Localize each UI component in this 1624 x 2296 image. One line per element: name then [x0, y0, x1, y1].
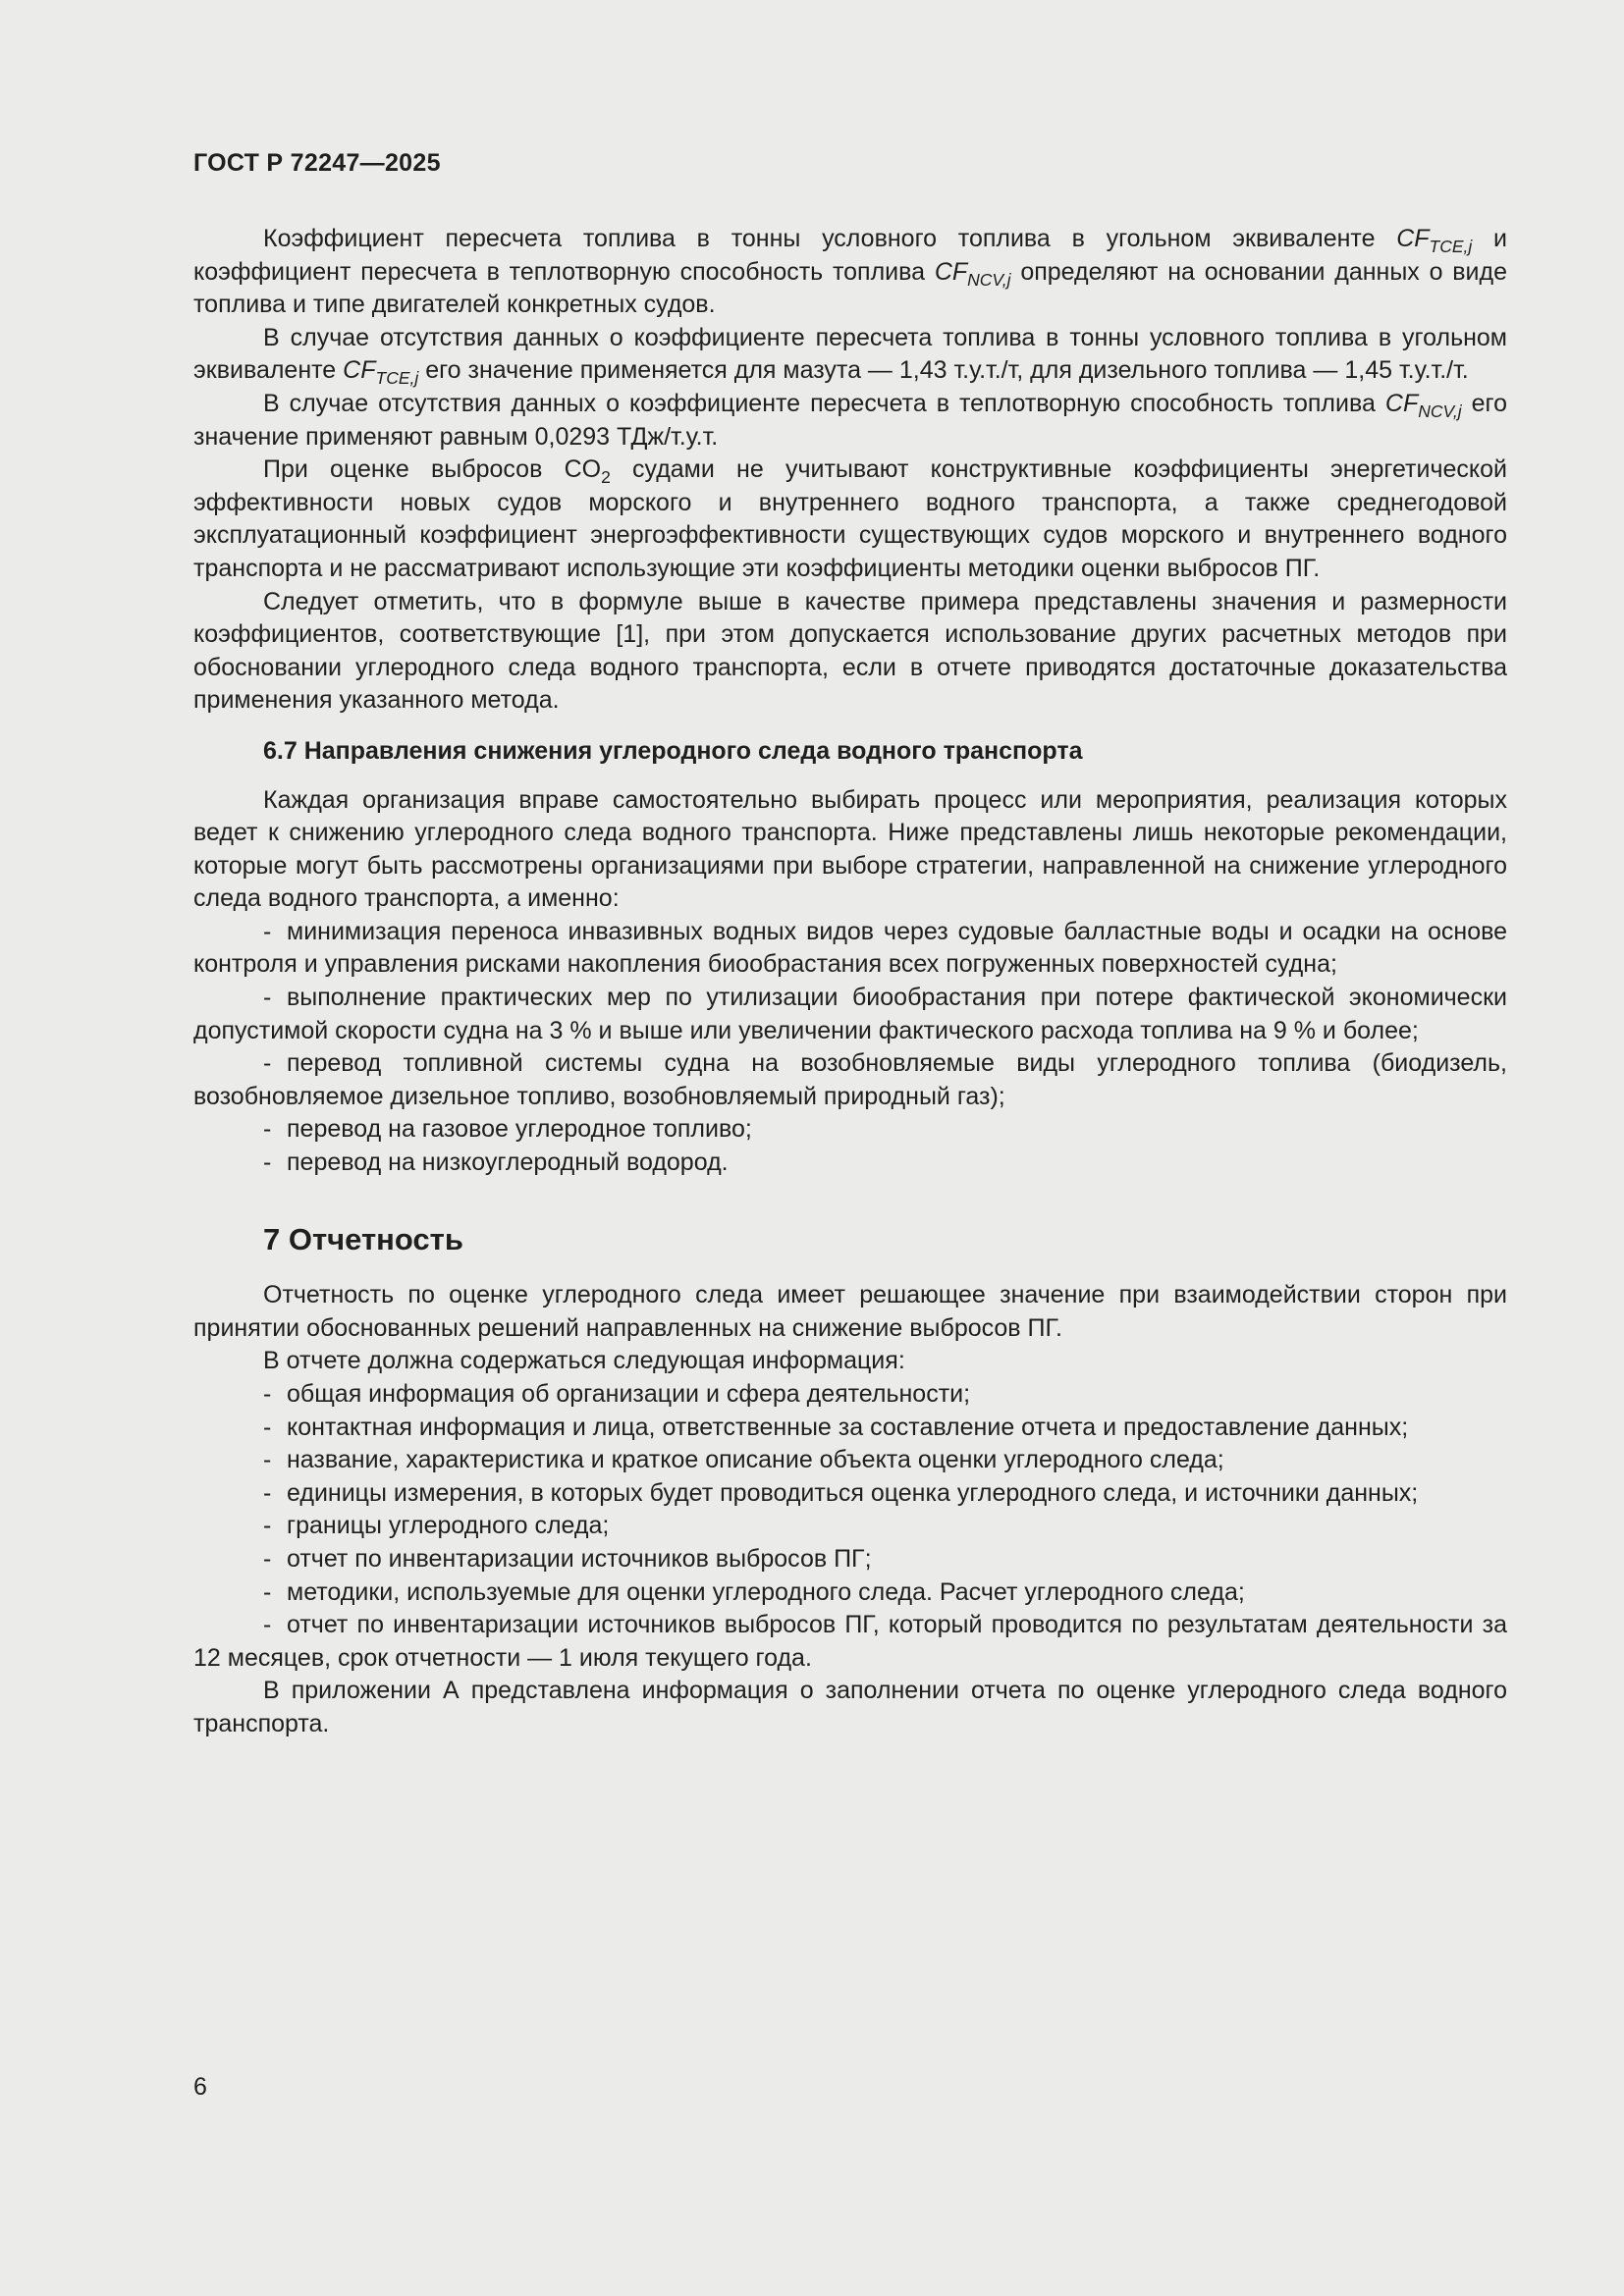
- list-item: - границы углеродного следа;: [263, 1512, 610, 1540]
- list-item: - единицы измерения, в которых будет проводиться оценка углеродного следа, и источники данных;: [263, 1478, 1419, 1507]
- list-item: - название, характеристика и краткое описание объекта оценки углеродного следа;: [263, 1446, 1224, 1474]
- variable-cf-tce: $CF_{TCE,j}$: [343, 356, 419, 389]
- list-item: - перевод топливной системы судна на возобновляемые виды углеродного топлива (биодизель, возобновляемое дизельное топливо, возобновляемый природный газ);: [193, 1049, 1507, 1110]
- paragraph-formula-note: Следует отметить, что в формуле выше в качестве примера представлены значения и размерности коэффициентов, соответствующие [1], при этом допускается использование других расчетных методов при обосновании углеродного следа водного транспорта, если в отчете приводятся достаточные доказательства применения указанного метода.: [193, 587, 1507, 715]
- paragraph-reporting-importance: Отчетность по оценке углеродного следа имеет решающее значение при взаимодействии сторон при принятии обоснованных решений направленных на снижение выбросов ПГ.: [193, 1281, 1507, 1342]
- list-item: - общая информация об организации и сфера деятельности;: [263, 1380, 971, 1408]
- paragraph-default-ncv: В случае отсутствия данных о коэффициенте пересчета в теплотворную способность топлива $CF_{NCV,j}$ его значение применяют равным 0,0293 ТДж/т.у.т.: [193, 389, 1508, 451]
- paragraph-conversion-coefficients: Коэффициент пересчета топлива в тонны условного топлива в угольном эквиваленте $CF_{TCE,j}$ и коэффициент пересчета в теплотворную способность топлива $CF_{NCV,j}$ определяют на основании данных о виде топлива и типе двигателей конкретных судов.: [193, 225, 1507, 319]
- variable-cf-ncv: $CF_{NCV,j}$: [934, 257, 1011, 290]
- document-header: ГОСТ Р 72247—2025: [193, 149, 441, 177]
- list-item: - отчет по инвентаризации источников выбросов ПГ, который проводится по результатам деятельности за 12 месяцев, срок отчетности — 1 июля текущего года.: [193, 1611, 1507, 1672]
- paragraph-default-tce: В случае отсутствия данных о коэффициенте пересчета топлива в тонны условного топлива в угольном эквиваленте $CF_{TCE,j}$ его значение применяется для мазута — 1,43 т.у.т./т, для дизельного топлива — 1,45 т.у.т./т.: [193, 323, 1507, 389]
- page-number: 6: [193, 2073, 207, 2101]
- list-item: - перевод на газовое углеродное топливо;: [263, 1115, 752, 1144]
- list-item: - отчет по инвентаризации источников выбросов ПГ;: [263, 1544, 872, 1573]
- section-heading-7: 7 Отчетность: [263, 1221, 463, 1256]
- variable-cf-ncv: $CF_{NCV,j}$: [1384, 389, 1462, 422]
- list-item: - контактная информация и лица, ответственные за составление отчета и предоставление данных;: [263, 1413, 1409, 1441]
- paragraph-co2-assessment: При оценке выбросов $CO_2$ судами не учитывают конструктивные коэффициенты энергетической эффективности новых судов морского и внутреннего водного транспорта, а также среднегодовой эксплуатационный коэффициент энергоэффективности существующих судов морского и внутреннего водного транспорта и не рассматривают использующие эти коэффициенты методики оценки выбросов ПГ.: [193, 455, 1507, 582]
- variable-cf-tce: $CF_{TCE,j}$: [1396, 225, 1473, 257]
- list-item: - перевод на низкоуглеродный водород.: [263, 1148, 729, 1177]
- paragraph-appendix-reference: В приложении А представлена информация о заполнении отчета по оценке углеродного следа водного транспорта.: [193, 1677, 1507, 1737]
- page-content: [193, 223, 1507, 1741]
- subsection-heading-6-7: 6.7 Направления снижения углеродного следа водного транспорта: [263, 736, 1083, 765]
- paragraph-report-contents: В отчете должна содержаться следующая информация:: [263, 1347, 905, 1375]
- list-item: - методики, используемые для оценки углеродного следа. Расчет углеродного следа;: [263, 1577, 1245, 1606]
- list-item: - выполнение практических мер по утилизации биообрастания при потере фактической экономически допустимой скорости судна на 3 % и выше или увеличении фактического расхода топлива на 9 % и более;: [193, 984, 1507, 1044]
- paragraph-recommendations-intro: Каждая организация вправе самостоятельно выбирать процесс или мероприятия, реализация которых ведет к снижению углеродного следа водного транспорта. Ниже представлены лишь некоторые рекомендации, которые могут быть рассмотрены организациями при выборе стратегии, направленной на снижение углеродного следа водного транспорта, а именно:: [193, 785, 1507, 913]
- list-item: - минимизация переноса инвазивных водных видов через судовые балластные воды и осадки на основе контроля и управления рисками накопления биообрастания всех погруженных поверхностей судна;: [193, 917, 1507, 979]
